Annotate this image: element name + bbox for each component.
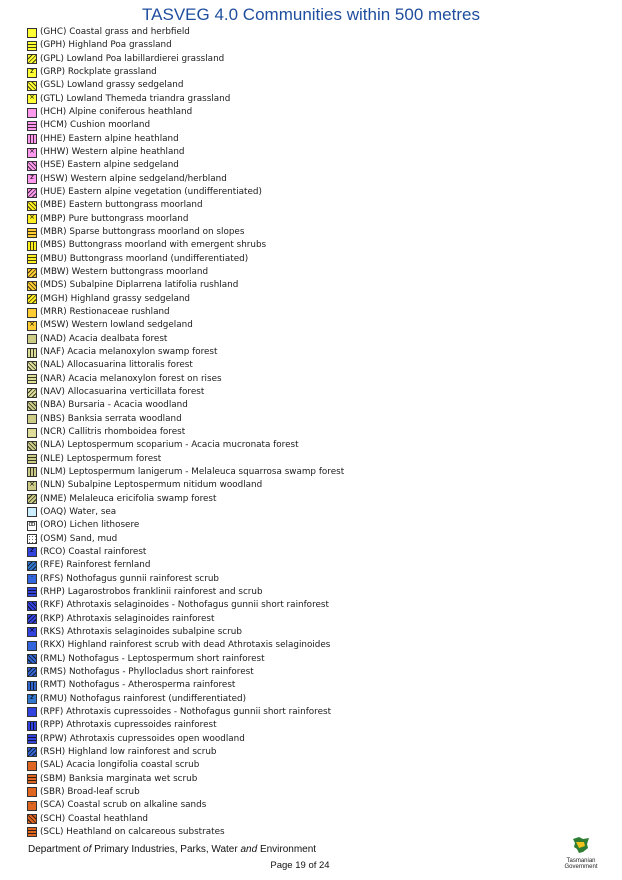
swatch-symbol: z [30,546,34,555]
legend-label: (MBE) Eastern buttongrass moorland [40,200,203,211]
legend-item [27,612,597,625]
legend-label: (NLN) Subalpine Leptospermum nitidum woodland [40,480,263,491]
legend-swatch [27,161,37,171]
swatch-symbol: z [30,693,34,702]
legend-swatch [27,94,37,104]
legend-label: (MSW) Western lowland sedgeland [40,320,193,331]
swatch-symbol: × [29,93,35,102]
legend-swatch [27,54,37,64]
legend-swatch [27,401,37,411]
legend-item [27,106,597,119]
legend-swatch [27,654,37,664]
legend-swatch [27,667,37,677]
legend-swatch [27,507,37,517]
legend-item [27,79,597,92]
legend-label: (SBR) Broad-leaf scrub [40,786,140,797]
legend-swatch [27,281,37,291]
legend-label: (RSH) Highland low rainforest and scrub [40,746,217,757]
legend-item [27,279,597,292]
legend-label: (NAL) Allocasuarina littoralis forest [40,360,193,371]
page-number: Page 19 of 24 [270,860,330,871]
legend-label: (GTL) Lowland Themeda triandra grassland [40,93,231,104]
legend-swatch [27,174,37,184]
legend-label: (NLE) Leptospermum forest [40,453,162,464]
legend-label: (MBW) Western buttongrass moorland [40,267,209,278]
legend-swatch [27,121,37,131]
legend-label: (GPH) Highland Poa grassland [40,40,172,51]
legend-item [27,306,597,319]
legend-item [27,426,597,439]
legend-label: (SCH) Coastal heathland [40,813,148,824]
department-name: Department of Primary Industries, Parks, Water and Environment [28,844,317,855]
legend-swatch [27,614,37,624]
legend-label: (RMT) Nothofagus - Atherosperma rainforest [40,680,236,691]
legend-item [27,293,597,306]
legend-label: (NBA) Bursaria - Acacia woodland [40,400,188,411]
legend-item [27,559,597,572]
legend-swatch [27,681,37,691]
legend-swatch [27,601,37,611]
legend-label: (MRR) Restionaceae rushland [40,307,170,318]
legend-swatch [27,454,37,464]
tasmania-map-icon [570,836,592,854]
legend-label: (NAF) Acacia melanoxylon swamp forest [40,347,218,358]
legend-label: (RPF) Athrotaxis cupressoides - Nothofagus gunnii short rainforest [40,706,332,717]
legend-swatch [27,214,37,224]
legend-item [27,492,597,505]
legend-label: (RCO) Coastal rainforest [40,546,147,557]
legend-label: (RMS) Nothofagus - Phyllocladus short rainforest [40,666,254,677]
legend-label: (HSW) Western alpine sedgeland/herbland [40,173,227,184]
legend-label: (MBR) Sparse buttongrass moorland on slopes [40,227,245,238]
legend-swatch [27,494,37,504]
legend-item [27,239,597,252]
legend-label: (NME) Melaleuca ericifolia swamp forest [40,493,217,504]
legend-label: (NAV) Allocasuarina verticillata forest [40,387,205,398]
legend-label: (NAR) Acacia melanoxylon forest on rises [40,373,222,384]
legend-item [27,506,597,519]
legend-label: (GHC) Coastal grass and herbfield [40,27,190,38]
legend-label: (HHE) Eastern alpine heathland [40,133,179,144]
page-title: TASVEG 4.0 Communities within 500 metres [142,5,480,24]
legend-item [27,346,597,359]
legend-swatch [27,707,37,717]
legend-item [27,746,597,759]
legend-label: (RKX) Highland rainforest scrub with dead Athrotaxis selaginoides [40,640,331,651]
swatch-symbol: ꝏ [28,519,36,528]
swatch-symbol: · [30,573,34,582]
legend-item [27,666,597,679]
legend-label: (HCH) Alpine coniferous heathland [40,107,193,118]
legend-swatch [27,747,37,757]
swatch-symbol: × [29,213,35,222]
legend-item [27,759,597,772]
legend-item [27,359,597,372]
tasmanian-government-logo: Tasmanian Government [556,836,606,870]
legend-item [27,626,597,639]
legend-swatch [27,254,37,264]
legend-label: (NAD) Acacia dealbata forest [40,333,168,344]
legend-label: (SCL) Heathland on calcareous substrates [40,826,225,837]
swatch-symbol: × [29,626,35,635]
legend-item [27,453,597,466]
legend-swatch [27,467,37,477]
legend-label: (ORO) Lichen lithosere [40,520,140,531]
legend-label: (NCR) Callitris rhomboidea forest [40,427,186,437]
legend-label: (RHP) Lagarostrobos franklinii rainforest and scrub [40,586,263,597]
swatch-symbol: × [29,319,35,328]
legend-label: (OSM) Sand, mud [40,533,118,544]
legend-item [27,786,597,799]
legend-item [27,53,597,66]
legend-swatch [27,348,37,358]
legend-item [27,772,597,785]
legend-swatch [27,481,37,491]
legend-label: (GSL) Lowland grassy sedgeland [40,80,184,91]
swatch-symbol: · [30,799,34,808]
legend-item [27,799,597,812]
legend-label: (RFS) Nothofagus gunnii rainforest scrub [40,573,220,584]
legend-swatch [27,68,37,78]
legend-swatch [27,521,37,531]
legend-swatch [27,694,37,704]
legend-swatch [27,827,37,837]
legend-label: (RKS) Athrotaxis selaginoides subalpine scrub [40,626,242,637]
legend-swatch [27,108,37,118]
legend-item [27,173,597,186]
legend-label: (RFE) Rainforest fernland [40,560,151,571]
legend-item [27,679,597,692]
legend-label: (NLA) Leptospermum scoparium - Acacia mucronata forest [40,440,299,451]
swatch-symbol: × [29,146,35,155]
legend-label: (NBS) Banksia serrata woodland [40,413,182,424]
legend-item [27,532,597,545]
legend-item [27,546,597,559]
legend-swatch [27,534,37,544]
swatch-symbol: × [29,479,35,488]
legend-label: (RPP) Athrotaxis cupressoides rainforest [40,720,217,731]
legend-item [27,479,597,492]
legend-item [27,812,597,825]
legend-item [27,159,597,172]
legend-item [27,639,597,652]
legend-swatch [27,787,37,797]
legend-item [27,319,597,332]
legend-swatch [27,294,37,304]
legend-swatch [27,627,37,637]
legend-item [27,706,597,719]
legend-swatch [27,268,37,278]
legend-item [27,199,597,212]
legend-item [27,266,597,279]
legend-swatch [27,308,37,318]
legend-label: (RKP) Athrotaxis selaginoides rainforest [40,613,215,624]
legend-item [27,399,597,412]
legend-label: (HCM) Cushion moorland [40,120,151,131]
legend-label: (SBM) Banksia marginata wet scrub [40,773,198,784]
legend-label: (HUE) Eastern alpine vegetation (undifferentiated) [40,187,262,198]
legend-item [27,66,597,79]
legend-swatch [27,801,37,811]
legend-label: (RMU) Nothofagus rainforest (undifferentiated) [40,693,247,704]
legend-swatch [27,561,37,571]
legend-swatch [27,414,37,424]
legend-swatch [27,134,37,144]
legend-label: (SCA) Coastal scrub on alkaline sands [40,800,207,811]
legend-label: (MBS) Buttongrass moorland with emergent shrubs [40,240,267,251]
legend-swatch [27,148,37,158]
legend-swatch [27,321,37,331]
legend-swatch [27,441,37,451]
legend-label: (MDS) Subalpine Diplarrena latifolia rushland [40,280,239,291]
legend-swatch [27,761,37,771]
legend-list [27,26,597,839]
legend-item [27,826,597,839]
swatch-symbol: z [30,173,34,182]
legend-item [27,466,597,479]
legend-label: (MBP) Pure buttongrass moorland [40,213,189,224]
legend-swatch [27,228,37,238]
legend-swatch [27,241,37,251]
legend-swatch [27,361,37,371]
legend-item [27,146,597,159]
legend-item [27,373,597,386]
legend-swatch [27,734,37,744]
legend-item [27,26,597,39]
legend-swatch [27,814,37,824]
legend-swatch [27,428,37,438]
legend-item [27,439,597,452]
legend-swatch [27,388,37,398]
legend-label: (HSE) Eastern alpine sedgeland [40,160,179,171]
legend-item [27,93,597,106]
legend-swatch [27,374,37,384]
legend-label: (SAL) Acacia longifolia coastal scrub [40,760,200,771]
legend-item [27,732,597,745]
legend-label: (MGH) Highland grassy sedgeland [40,293,191,304]
legend-swatch [27,587,37,597]
legend-swatch [27,547,37,557]
legend-item [27,719,597,732]
legend-item [27,599,597,612]
legend-item [27,133,597,146]
legend-label: (MBU) Buttongrass moorland (undifferentiated) [40,253,249,264]
swatch-symbol: z [30,66,34,75]
legend-item [27,652,597,665]
legend-label: (GPL) Lowland Poa labillardierei grassland [40,53,225,64]
legend-swatch [27,28,37,38]
legend-label: (RML) Nothofagus - Leptospermum short rainforest [40,653,265,664]
legend-swatch [27,188,37,198]
legend-label: (NLM) Leptospermum lanigerum - Melaleuca squarrosa swamp forest [40,466,345,477]
legend-swatch [27,41,37,51]
legend-swatch [27,81,37,91]
legend-item [27,413,597,426]
legend-swatch [27,574,37,584]
legend-label: (RKF) Athrotaxis selaginoides - Nothofagus gunnii short rainforest [40,600,329,611]
legend-item [27,186,597,199]
legend-swatch [27,721,37,731]
legend-swatch [27,774,37,784]
legend-item [27,253,597,266]
legend-label: (HHW) Western alpine heathland [40,147,185,158]
legend-label: (OAQ) Water, sea [40,506,117,517]
legend-item [27,213,597,226]
legend-swatch [27,641,37,651]
legend-item [27,226,597,239]
legend-swatch [27,334,37,344]
legend-label: (GRP) Rockplate grassland [40,67,157,78]
legend-item [27,39,597,52]
legend-item [27,386,597,399]
legend-item [27,333,597,346]
legend-item [27,692,597,705]
legend-item [27,519,597,532]
legend-item [27,572,597,585]
legend-item [27,119,597,132]
legend-swatch [27,201,37,211]
legend-label: (RPW) Athrotaxis cupressoides open woodland [40,733,245,744]
legend-item [27,586,597,599]
